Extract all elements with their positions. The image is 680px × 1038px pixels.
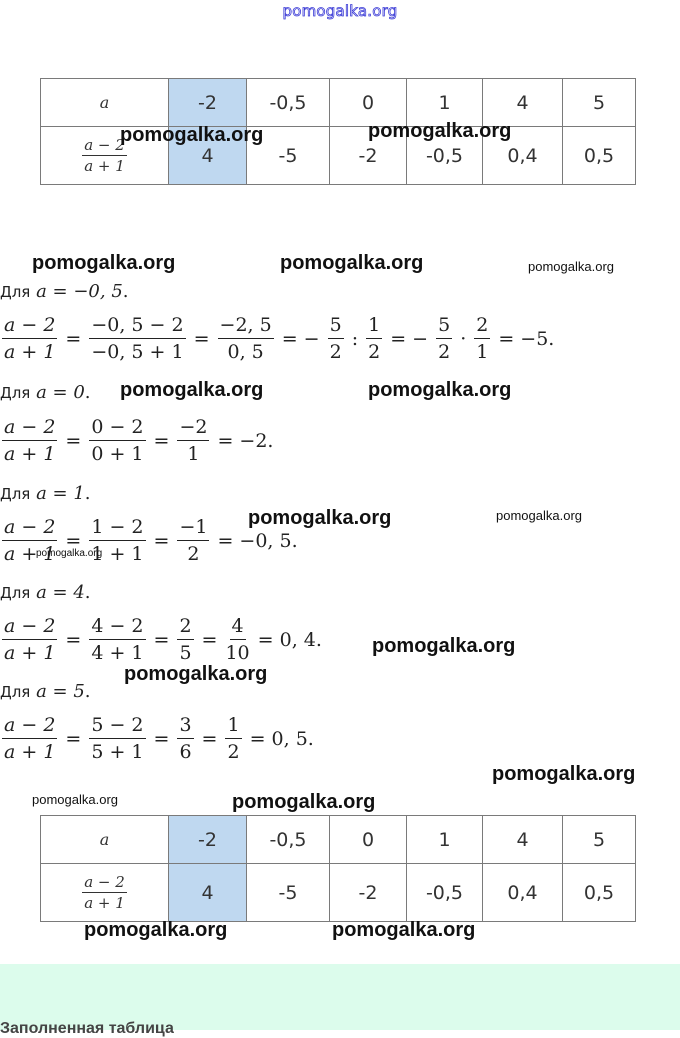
a-value-cell: 5 [563,79,636,127]
watermark: pomogalka.org [372,635,516,657]
var-label: a [41,816,169,864]
watermark: pomogalka.org [492,763,636,785]
solution-condition-3: Для a = 1. [0,483,91,504]
watermark: pomogalka.org [528,259,614,274]
watermark: pomogalka.org [120,124,264,146]
watermark: pomogalka.org [32,252,176,274]
result-cell: -5 [247,127,330,185]
a-value-cell: -2 [169,816,247,864]
table-row-a [41,816,636,864]
a-value-cell: 1 [407,816,483,864]
solution-condition-4: Для a = 4. [0,582,91,603]
expression-cell [41,864,169,922]
a-value-cell: -0,5 [247,816,330,864]
equation-5: $\frac{a - 2}{a + 1}$ = $\frac{5 - 2}{5 + 1}$ = $\frac{3}{6}$ = $\frac{1}{2}$ = 0, 5. [4,714,314,763]
result-cell: -2 [330,864,407,922]
table-row-result [41,864,636,922]
result-cell: 4 [169,127,247,185]
watermark: pomogalka.org [496,508,582,523]
a-value-cell: -2 [169,79,247,127]
equation-2: $\frac{a - 2}{a + 1}$ = $\frac{0 - 2}{0 + 1}$ = $\frac{-2}{1}$ = −2. [4,416,274,465]
solution-condition-1: Для a = −0, 5. [0,281,129,302]
result-cell: -0,5 [407,127,483,185]
a-value-cell: 5 [563,816,636,864]
watermark: pomogalka.org [120,379,264,401]
expression-fraction: $\frac{a - 2}{a + 1}$ [84,136,125,175]
a-value-cell: 4 [483,79,563,127]
watermark: pomogalka.org [32,792,118,807]
a-value-cell: 0 [330,79,407,127]
watermark: pomogalka.org [248,507,392,529]
result-cell: -5 [247,864,330,922]
watermark: pomogalka.org [232,791,376,813]
watermark: pomogalka.org [280,252,424,274]
equation-3: $\frac{a - 2}{a + 1}$ = $\frac{1 - 2}{1 + 1}$ = $\frac{-1}{2}$ = −0, 5. [4,516,298,565]
watermark: pomogalka.org [332,919,476,941]
result-cell: 0,5 [563,864,636,922]
result-cell: 0,4 [483,127,563,185]
equation-4: $\frac{a - 2}{a + 1}$ = $\frac{4 - 2}{4 + 1}$ = $\frac{2}{5}$ = $\frac{4}{10}$ = 0, 4. [4,615,322,664]
a-value-cell: 1 [407,79,483,127]
site-logo[interactable]: pomogalka.org [282,2,398,20]
result-cell: -0,5 [407,864,483,922]
solution-condition-2: Для a = 0. [0,382,91,403]
watermark: pomogalka.org [368,120,512,142]
values-table-bottom [40,815,636,922]
result-cell: -2 [330,127,407,185]
answer-panel-title: Заполненная таблица [0,1020,174,1037]
result-cell: 0,5 [563,127,636,185]
a-value-cell: -0,5 [247,79,330,127]
watermark: pomogalka.org [84,919,228,941]
watermark: pomogalka.org [36,548,103,559]
watermark: pomogalka.org [124,663,268,685]
a-value-cell: 0 [330,816,407,864]
expression-fraction: $\frac{a - 2}{a + 1}$ [84,873,125,912]
watermark: pomogalka.org [368,379,512,401]
var-label: a [41,79,169,127]
table-row-a [41,79,636,127]
a-value-cell: 4 [483,816,563,864]
result-cell: 0,4 [483,864,563,922]
solution-condition-5: Для a = 5. [0,681,91,702]
equation-1: $\frac{a - 2}{a + 1}$ = $\frac{-0, 5 - 2}{-0, 5 + 1}$ = $\frac{-2, 5}{0, 5}$ = − $\frac{5}{2}$ : $\frac{1}{2}$ = − $\frac{5}{2}$ · $\frac{2}{1}$ = −5. [4,314,555,363]
result-cell: 4 [169,864,247,922]
